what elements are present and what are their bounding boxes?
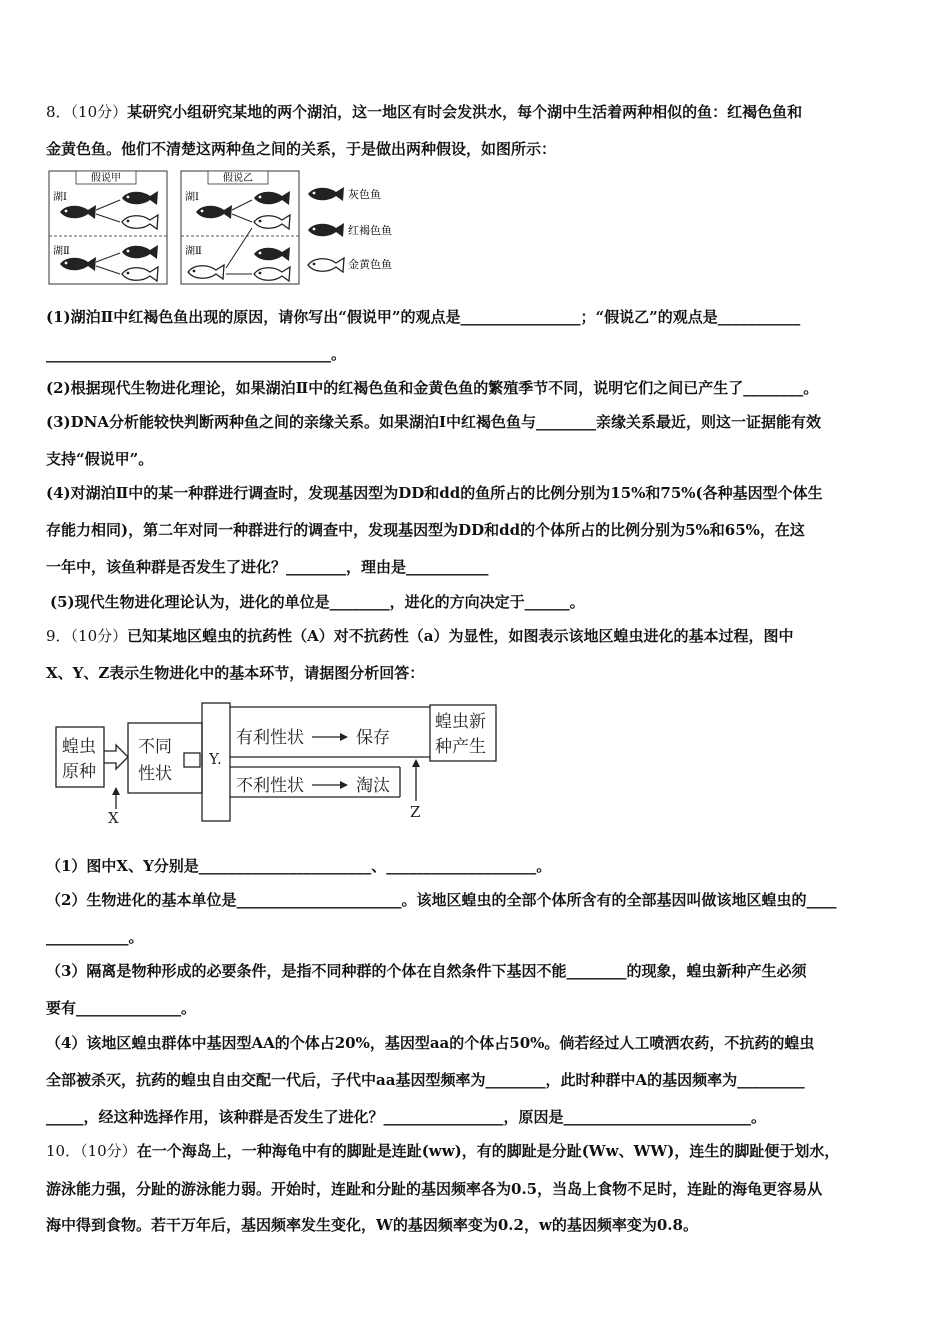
q8-part5: (5)现代生物进化理论认为，进化的单位是________，进化的方向决定于______。 bbox=[50, 593, 585, 611]
original-species-line-2: 原种 bbox=[62, 762, 96, 782]
z-label: Z bbox=[410, 803, 421, 821]
q10-intro-text-1: 在一个海岛上，一种海龟中有的脚趾是连趾(ww)，有的脚趾是分趾(Ww、WW)，连生的脚趾便于划水， bbox=[136, 1142, 840, 1160]
golden-fish-icon bbox=[254, 215, 290, 229]
different-traits-line-1: 不同 bbox=[138, 737, 172, 757]
legend-red-brown-fish: 红褐色鱼 bbox=[348, 224, 392, 237]
red-brown-fish-icon bbox=[254, 191, 290, 205]
q9-part4-line-2: 全部被杀灭，抗药的蝗虫自由交配一代后，子代中aa基因型频率为________，此时种群中A的基因频率为_________ bbox=[46, 1071, 805, 1089]
golden-fish-icon bbox=[122, 215, 158, 229]
q8-part3-line-2: 支持“假说甲”。 bbox=[46, 450, 154, 468]
gray-fish-icon bbox=[60, 205, 96, 219]
new-species-line-2: 种产生 bbox=[435, 737, 486, 757]
original-species-line-1: 蝗虫 bbox=[62, 737, 96, 757]
preserve-label: 保存 bbox=[356, 728, 390, 748]
gray-fish-icon bbox=[60, 257, 96, 271]
lake-1-label-b: 湖Ⅰ bbox=[185, 192, 199, 203]
golden-fish-icon bbox=[254, 267, 290, 281]
x-label: X bbox=[108, 809, 119, 827]
legend-gray-fish: 灰色鱼 bbox=[348, 188, 381, 201]
golden-fish-icon bbox=[188, 265, 224, 279]
q8-part2: (2)根据现代生物进化理论，如果湖泊Ⅱ中的红褐色鱼和金黄色鱼的繁殖季节不同，说明它们之间已产生了________。 bbox=[46, 379, 819, 397]
unfavorable-traits: 不利性状 bbox=[236, 776, 304, 796]
q8-intro-line-2: 金黄色鱼。他们不清楚这两种鱼之间的关系，于是做出两种假设，如图所示： bbox=[46, 140, 557, 158]
q9-number: 9．（10分） bbox=[46, 627, 128, 645]
legend-red-brown-fish-icon bbox=[308, 223, 344, 237]
legend-gray-fish-icon bbox=[308, 187, 344, 201]
legend-golden-fish: 金黄色鱼 bbox=[348, 258, 392, 271]
gray-fish-icon bbox=[196, 205, 232, 219]
q8-part4-line-2: 存能力相同)，第二年对同一种群进行的调查中，发现基因型为DD和dd的个体所占的比例分别为5%和65%，在这 bbox=[46, 521, 805, 539]
y-label: Y. bbox=[209, 750, 222, 768]
q8-hypothesis-figure bbox=[46, 168, 416, 288]
q9-part1: （1）图中X、Y分别是_______________________、____________________。 bbox=[46, 857, 552, 875]
lake-1-label-a: 湖Ⅰ bbox=[53, 192, 67, 203]
golden-fish-icon bbox=[122, 267, 158, 281]
hypothesis-b-label: 假说乙 bbox=[223, 173, 253, 184]
q9-part4-line-3: _____，经这种选择作用，该种群是否发生了进化？________________，原因是_________________________。 bbox=[46, 1108, 767, 1126]
q8-part1-line-1: (1)湖泊Ⅱ中红褐色鱼出现的原因，请你写出“假说甲”的观点是________________；“假说乙”的观点是___________ bbox=[46, 308, 801, 326]
red-brown-fish-icon bbox=[254, 247, 290, 261]
q9-intro-line-1 bbox=[46, 625, 906, 647]
hypothesis-a-label: 假说甲 bbox=[91, 173, 121, 184]
lake-2-label-b: 湖Ⅱ bbox=[185, 246, 202, 257]
different-traits-line-2: 性状 bbox=[138, 764, 172, 784]
q10-intro-line-2: 游泳能力强，分趾的游泳能力弱。开始时，连趾和分趾的基因频率各为0.5，当岛上食物不足时，连趾的海龟更容易从 bbox=[46, 1180, 823, 1198]
q8-intro-text-1: 某研究小组研究某地的两个湖泊，这一地区有时会发洪水，每个湖中生活着两种相似的鱼：红褐色鱼和 bbox=[127, 103, 803, 121]
q10-number: 10．（10分） bbox=[46, 1142, 137, 1160]
red-brown-fish-icon bbox=[122, 191, 158, 205]
q8-intro-line-1 bbox=[46, 101, 906, 123]
legend-golden-fish-icon bbox=[308, 258, 344, 272]
q9-part4-line-1: （4）该地区蝗虫群体中基因型AA的个体占20%，基因型aa的个体占50%。倘若经过人工喷洒农药，不抗药的蝗虫 bbox=[46, 1034, 815, 1052]
eliminate-label: 淘汰 bbox=[356, 776, 390, 796]
q9-part2-line-2: ___________。 bbox=[46, 928, 144, 946]
q9-part2-line-1: （2）生物进化的基本单位是______________________。该地区蝗虫的全部个体所含有的全部基因叫做该地区蝗虫的____ bbox=[46, 891, 837, 909]
q10-intro-line-3: 海中得到食物。若干万年后，基因频率发生变化，W的基因频率变为0.2，w的基因频率变为0.8。 bbox=[46, 1216, 698, 1234]
red-brown-fish-icon bbox=[122, 245, 158, 259]
q8-part3-line-1: (3)DNA分析能较快判断两种鱼之间的亲缘关系。如果湖泊Ⅰ中红褐色鱼与________亲缘关系最近，则这一证据能有效 bbox=[46, 413, 822, 431]
new-species-line-1: 蝗虫新 bbox=[435, 712, 486, 732]
favorable-traits: 有利性状 bbox=[236, 728, 304, 748]
q9-part3-line-1: （3）隔离是物种形成的必要条件，是指不同种群的个体在自然条件下基因不能________的现象，蝗虫新种产生必须 bbox=[46, 962, 807, 980]
q9-intro-text-1: 已知某地区蝗虫的抗药性（A）对不抗药性（a）为显性，如图表示该地区蝗虫进化的基本过程，图中 bbox=[127, 627, 794, 645]
q9-intro-line-2: X、Y、Z表示生物进化中的基本环节，请据图分析回答： bbox=[46, 664, 425, 682]
q10-intro-line-1 bbox=[46, 1140, 906, 1162]
q9-part3-line-2: 要有______________。 bbox=[46, 999, 197, 1017]
lake-2-label-a: 湖Ⅱ bbox=[53, 246, 70, 257]
q8-part1-line-2: ______________________________________。 bbox=[46, 345, 347, 363]
q9-evolution-diagram bbox=[50, 697, 510, 827]
q8-part4-line-1: (4)对湖泊Ⅱ中的某一种群进行调查时，发现基因型为DD和dd的鱼所占的比例分别为15%和75%(各种基因型个体生 bbox=[46, 484, 823, 502]
q8-part4-line-3: 一年中，该鱼种群是否发生了进化？________，理由是___________ bbox=[46, 558, 489, 576]
q8-number: 8．（10分） bbox=[46, 103, 128, 121]
